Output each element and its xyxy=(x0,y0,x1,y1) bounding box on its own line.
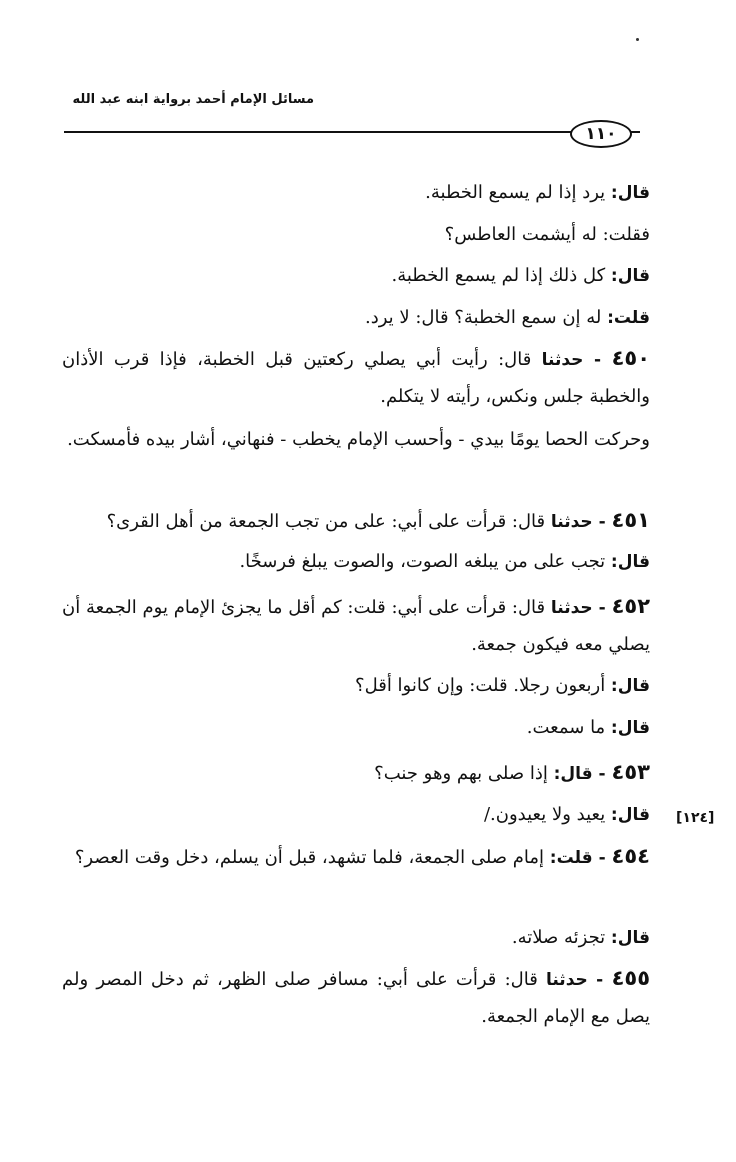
speaker-label: قال: xyxy=(610,718,650,738)
line-text: ما سمعت. xyxy=(526,717,611,738)
numbered-paragraph xyxy=(107,500,650,541)
entry-number: ٤٥١ xyxy=(611,508,650,532)
entry-number: ٤٥٢ xyxy=(611,594,651,618)
page-number: ١١٠ xyxy=(570,120,632,148)
text-line xyxy=(484,797,650,832)
line-text: تجزئه صلاته. xyxy=(511,927,611,948)
narration-label: - حدثنا xyxy=(550,512,612,532)
narration-label: - قال: xyxy=(553,764,612,784)
margin-reference: [١٢٤] xyxy=(676,810,715,826)
numbered-paragraph xyxy=(62,586,650,662)
speaker-label: قال: xyxy=(610,805,650,825)
speaker-label: قلت: xyxy=(607,308,650,328)
paragraph-text: وحركت الحصا يومًا بيدي - وأحسب الإمام يخطب - فنهاني، أشار بيده فأمسكت. xyxy=(67,429,650,450)
entry-number: ٤٥٤ xyxy=(611,844,650,868)
narration-label: - حدثنا xyxy=(541,350,612,370)
narration-label: - حدثنا xyxy=(550,598,612,618)
speaker-label: قال: xyxy=(610,552,650,572)
line-text: له إن سمع الخطبة؟ قال: لا يرد. xyxy=(364,307,608,328)
text-line xyxy=(527,710,650,745)
narration-label: - قلت: xyxy=(549,848,612,868)
paragraph-text: قال: قرأت على أبي: على من تجب الجمعة من أهل القرى؟ xyxy=(106,511,551,532)
entry-number: ٤٥٥ xyxy=(611,966,651,990)
header-rule xyxy=(64,131,640,133)
paragraph xyxy=(62,422,650,457)
text-line xyxy=(512,920,650,955)
numbered-paragraph xyxy=(62,836,650,877)
paragraph-text: قال: قرأت على أبي: قلت: كم أقل ما يجزئ الإمام يوم الجمعة أن يصلي معه فيكون جمعة. xyxy=(62,597,650,655)
text-line xyxy=(365,300,650,335)
entry-number: ٤٥٠ xyxy=(611,346,651,370)
text-line xyxy=(392,258,651,293)
line-text: يرد إذا لم يسمع الخطبة. xyxy=(425,182,611,203)
line-text: أربعون رجلا. قلت: وإن كانوا أقل؟ xyxy=(355,675,611,696)
text-line xyxy=(425,175,650,210)
numbered-paragraph xyxy=(62,958,650,1034)
text-line xyxy=(355,668,650,703)
line-text: كل ذلك إذا لم يسمع الخطبة. xyxy=(391,265,611,286)
paragraph-text: قال: قرأت على أبي: مسافر صلى الظهر، ثم دخل المصر ولم يصل مع الإمام الجمعة. xyxy=(62,969,650,1027)
numbered-paragraph xyxy=(62,338,650,414)
speaker-label: قال: xyxy=(610,676,650,696)
speaker-label: قال: xyxy=(610,928,650,948)
text-line xyxy=(239,544,650,579)
narration-label: - حدثنا xyxy=(545,970,612,990)
line-text: إذا صلى بهم وهو جنب؟ xyxy=(374,763,554,784)
stray-dot xyxy=(636,38,639,41)
text-line xyxy=(445,217,650,252)
speaker-label: قال: xyxy=(610,266,650,286)
entry-number: ٤٥٣ xyxy=(611,760,650,784)
speaker-label: قال: xyxy=(610,183,650,203)
paragraph-text: قال: رأيت أبي يصلي ركعتين قبل الخطبة، فإذا قرب الأذان والخطبة جلس ونكس، رأيته لا يتكلم. xyxy=(62,349,650,407)
line-text: تجب على من يبلغه الصوت، والصوت يبلغ فرسخًا. xyxy=(239,551,611,572)
paragraph-text: إمام صلى الجمعة، فلما تشهد، قبل أن يسلم، دخل وقت العصر؟ xyxy=(74,847,550,868)
running-title: مسائل الإمام أحمد برواية ابنه عبد الله xyxy=(72,92,314,107)
line-text: يعيد ولا يعيدون./ xyxy=(483,804,611,825)
line-text: فقلت: له أيشمت العاطس؟ xyxy=(444,224,650,245)
numbered-line xyxy=(374,752,650,793)
